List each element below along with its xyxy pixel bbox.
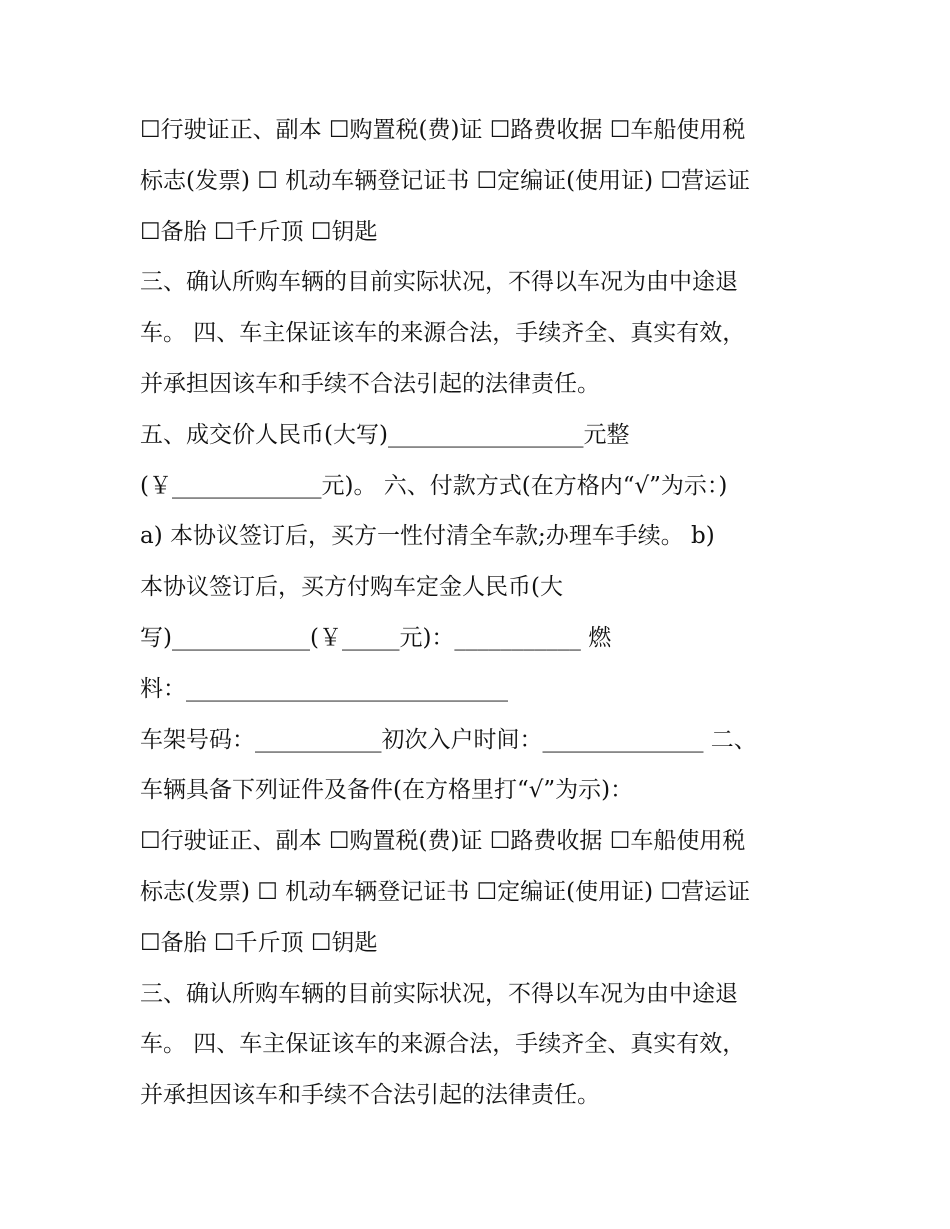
text-line: 车。 四、车主保证该车的来源合法，手续齐全、真实有效， [140,320,746,347]
text-line: 三、确认所购车辆的目前实际状况，不得以车况为由中途退 [140,980,738,1007]
text-line: ☐行驶证正、副本 ☐购置税(费)证 ☐路费收据 ☐车船使用税 [140,828,746,855]
text-line: 三、确认所购车辆的目前实际状况，不得以车况为由中途退 [140,269,738,296]
text-line: ☐备胎 ☐千斤顶 ☐钥匙 [140,929,378,956]
text-line: 并承担因该车和手续不合法引起的法律责任。 [140,370,600,397]
document-page [140,105,840,1121]
text-line: 料：____________________________ [140,675,508,702]
text-line: 车架号码：___________初次入户时间：______________ 二、 [140,726,757,753]
text-line: ☐行驶证正、副本 ☐购置税(费)证 ☐路费收据 ☐车船使用税 [140,117,746,143]
text-line: 五、成交价人民币(大写)_________________元整 [140,421,630,448]
text-line: 标志(发票) ☐ 机动车辆登记证书 ☐定编证(使用证) ☐营运证 [140,167,750,194]
text-line: 并承担因该车和手续不合法引起的法律责任。 [140,1082,600,1109]
text-line: 本协议签订后，买方付购车定金人民币(大 [140,574,563,601]
text-line: 车。 四、车主保证该车的来源合法，手续齐全、真实有效， [140,1031,746,1058]
text-line: 车辆具备下列证件及备件(在方格里打“√”为示)： [140,777,634,804]
text-line: 标志(发票) ☐ 机动车辆登记证书 ☐定编证(使用证) ☐营运证 [140,878,750,905]
text-line: 写)____________(￥_____元)：___________ 燃 [140,624,612,651]
text-line: a) 本协议签订后，买方一性付清全车款;办理车手续。 b) [140,523,715,550]
text-line: ☐备胎 ☐千斤顶 ☐钥匙 [140,218,378,245]
text-line: (￥_____________元)。 六、付款方式(在方格内“√”为示：) [140,472,728,499]
